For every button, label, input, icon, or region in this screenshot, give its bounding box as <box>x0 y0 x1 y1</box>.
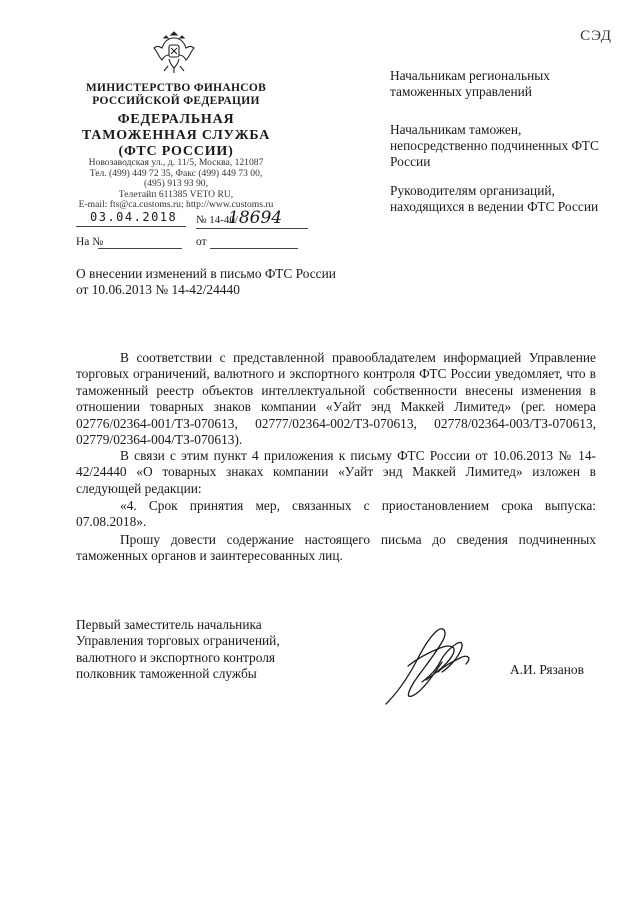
body-paragraph-4: Прошу довести содержание настоящего письма до сведения подчиненных таможенных органов и заинтересованных лиц. <box>76 532 596 564</box>
signer-position-line: Первый заместитель начальника <box>76 617 262 632</box>
contact-line: Новозаводская ул., д. 11/5, Москва, 121087 <box>88 157 264 168</box>
reference-date-blank <box>210 248 298 249</box>
registration-date: 03.04.2018 <box>90 210 178 224</box>
addressee-regional-administrations: Начальникам региональных таможенных управлений <box>390 68 550 99</box>
body-paragraph-1: В соответствии с представленной правообладателем информацией Управление торговых ограничений, валютного и экспортного контроля ФТС России уведомляет, что в таможенный реестр объектов интеллектуальной собственности внесены изменения в отношении товарных знаков компании «Уайт энд Маккей Лимитед» (рег. номера 02776/02364-001/ТЗ-070613, 02777/02364-002/ТЗ-070613, 02778/02364-003/ТЗ-070613, 02779/02364-004/ТЗ-070613). <box>76 350 596 448</box>
signer-position-line: полковник таможенной службы <box>76 666 257 682</box>
addressee-organizations: Руководителям организаций, находящихся в ведении ФТС России <box>390 183 599 214</box>
ministry-line-2: РОССИЙСКОЙ ФЕДЕРАЦИИ <box>92 95 260 107</box>
reference-number-label: На № <box>76 236 104 248</box>
double-headed-eagle-emblem-icon <box>152 28 196 74</box>
signer-name: А.И. Рязанов <box>510 662 584 677</box>
reference-number-blank <box>98 248 182 249</box>
registration-number-label: № 14-40/ <box>196 214 238 226</box>
ministry-line-1: МИНИСТЕРСТВО ФИНАНСОВ <box>85 82 267 94</box>
agency-line-2: ТАМОЖЕННАЯ СЛУЖБА <box>81 128 271 143</box>
addressee-customs-offices: Начальникам таможен, непосредственно подчиненных ФТС России <box>390 122 599 169</box>
agency-name <box>76 112 276 160</box>
body-paragraph-3: «4. Срок принятия мер, связанных с приостановлением срока выпуска: 07.08.2018». <box>76 498 596 530</box>
document-system-mark: СЭД <box>580 28 612 44</box>
reference-date-label: от <box>196 236 207 248</box>
letter-subject: О внесении изменений в письмо ФТС России от 10.06.2013 № 14-42/24440 <box>76 266 336 297</box>
signer-position <box>76 617 336 683</box>
sender-contacts <box>76 158 276 211</box>
contact-line: (495) 913 93 90, <box>144 178 208 190</box>
handwritten-signature <box>378 622 478 710</box>
contact-line: Тел. (499) 449 72 35, Факс (499) 449 73 00, <box>89 167 263 179</box>
agency-line-1: ФЕДЕРАЛЬНАЯ <box>117 112 235 127</box>
ministry-name <box>76 82 276 108</box>
body-paragraph-2: В связи с этим пункт 4 приложения к письму ФТС России от 10.06.2013 № 14-42/24440 «О товарных знаках компании «Уайт энд Маккей Лимитед» изложен в следующей редакции: <box>76 448 596 496</box>
number-underline <box>196 228 308 229</box>
date-underline <box>76 226 186 227</box>
signer-position-line: валютного и экспортного контроля <box>76 649 276 665</box>
agency-line-3: (ФТС РОССИИ) <box>118 144 234 159</box>
registration-number-handwritten: 18694 <box>228 208 283 228</box>
contact-line: E-mail: fts@ca.customs.ru; http://www.customs.ru <box>78 199 274 211</box>
contact-line: Телетайп 611385 VETO RU, <box>118 188 234 200</box>
signer-position-line: Управления торговых ограничений, <box>76 633 280 649</box>
